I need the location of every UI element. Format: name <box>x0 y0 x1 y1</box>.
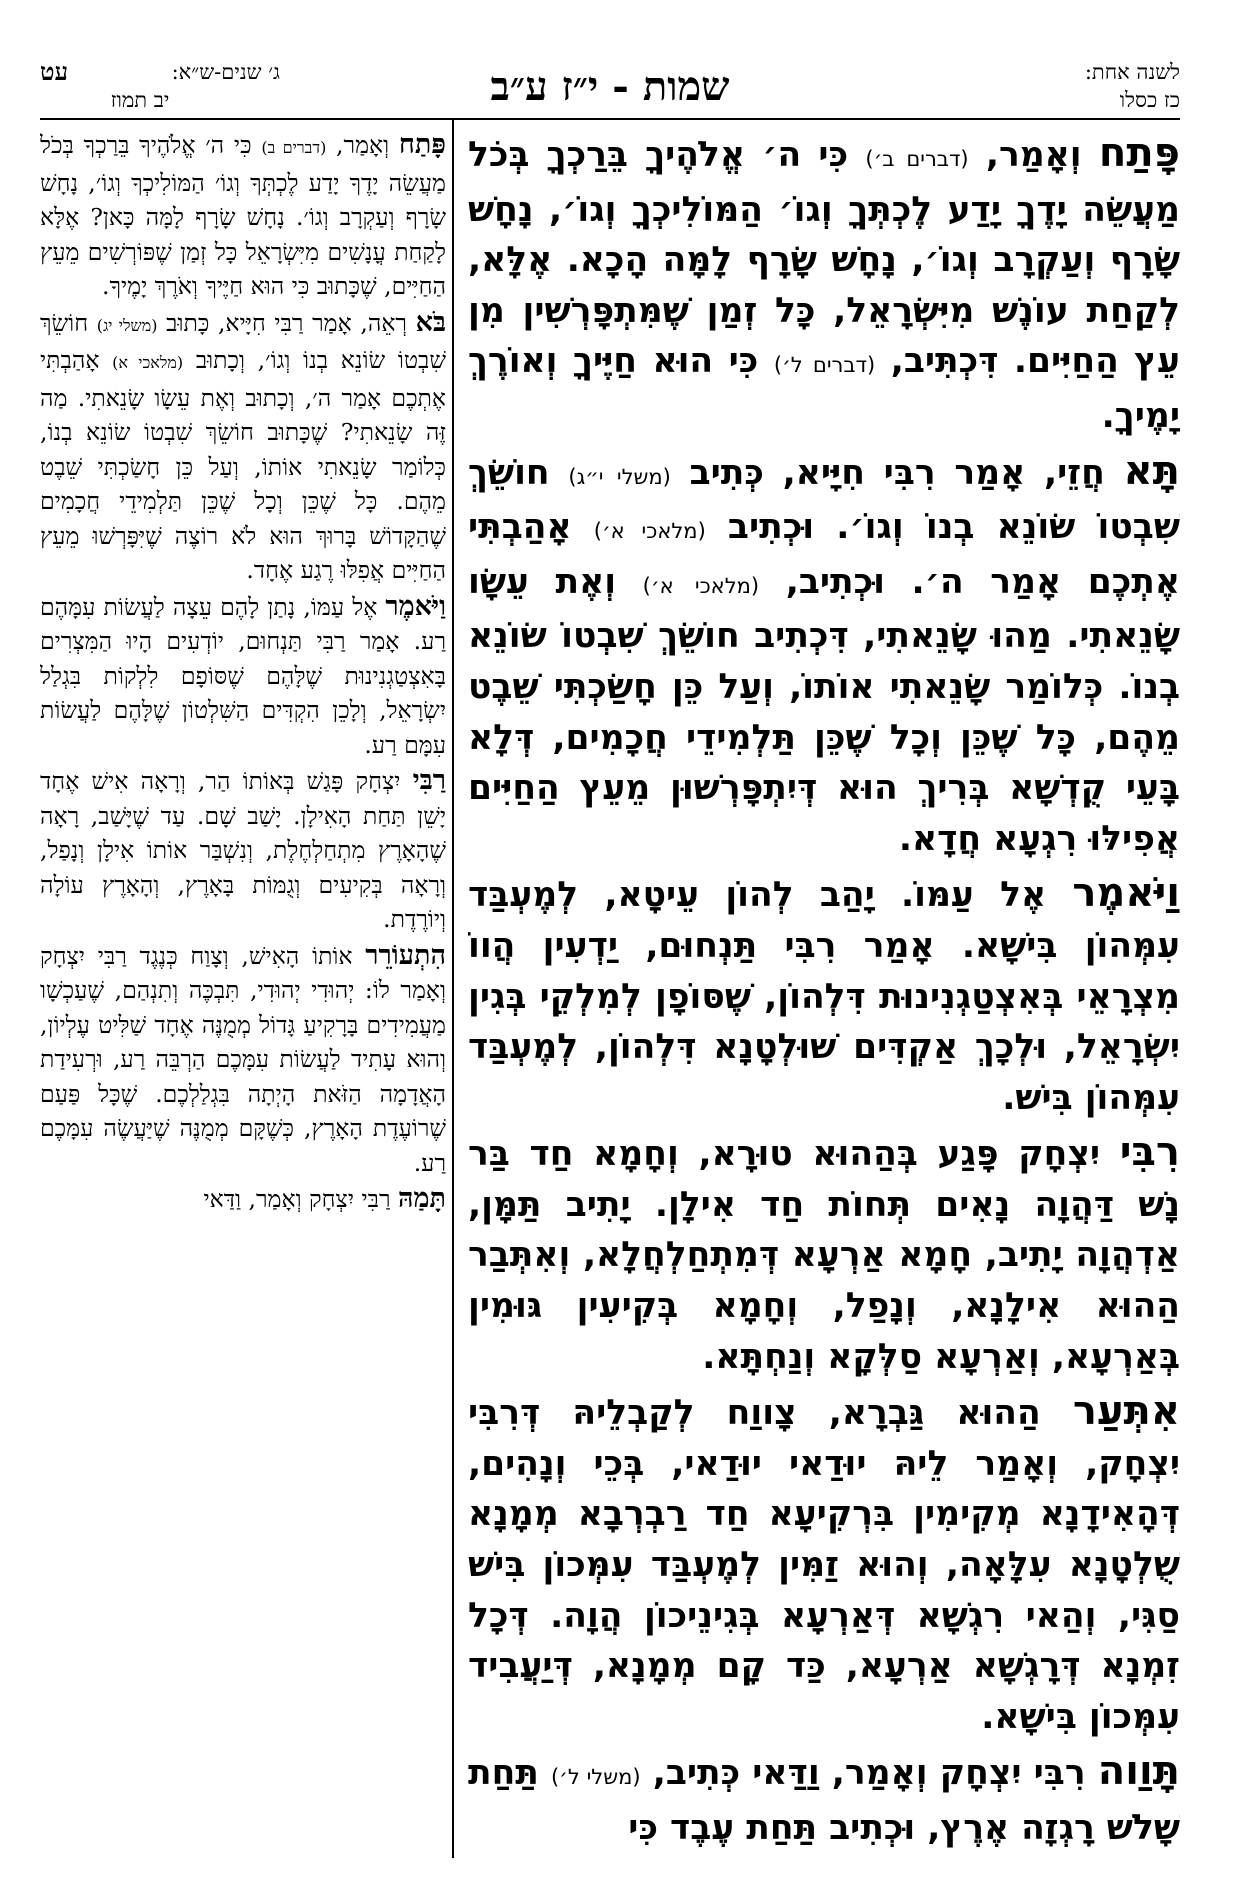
main-paragraph-text: רִבִּי יִצְחָק וְאָמַר, וַדַּאי כְּתִיב, <box>640 1753 1098 1794</box>
main-paragraph-text: הַהוּא גַּבְרָא, צָווַח לְקַבְלֵיהּ דְּרִבִּי יִצְחָק, וְאָמַר לֵיהּ יוּדַאי יוּדַאי, בְּכֵי וְנָהִים, דְּהָאִידָנָא מְקִימִין בִּרְקִיעָא חַד רַבְרְבָא מְמָנָא שֻׁלְטָנָא עִלָּאָה, וְהוּא זַמִּין לְמֶעְבַּד עִמְּכוֹן בִּישׁ סַגִּי, וְהַאי רִגְשָׁא דְּאַרְעָא בְּגִינֵיכוֹן הֲוָה. דְּכָל זִמְנָא דְּרָגְשָׁא אַרְעָא, כַּד קָם מְמָנָא, דְּיַעֲבִיד עִמְּכוֹן בִּישָׁא. <box>468 1393 1180 1737</box>
main-verse-reference: (דברים ב׳) <box>865 147 969 171</box>
main-paragraph <box>468 1386 1180 1742</box>
main-paragraph <box>468 868 1180 1123</box>
main-paragraph-lead-word: וַיֹּאמֶר <box>1072 870 1180 917</box>
main-paragraph-text: תַּחַת שָׁלֹשׁ רָגְזָה אֶרֶץ, וּכְתִיב תַּחַת עֶבֶד כִּי <box>468 1753 1180 1848</box>
main-paragraph-text: יִצְחָק פָּגַע בְּהַהוּא טוּרָא, וְחָמָא חַד בַּר נָשׁ דַּהֲוָה נָאִים תְּחוֹת חַד אִילָן. יָתִיב תַּמָּן, אַדְהֲוָה יָתִיב, חָמָא אַרְעָא דְּמִתְחַלְחֲלָא, וְאִתְּבַר הַהוּא אִילָנָא, וְנָפַל, וְחָמָא בְּקִיעִין גּוּמִין בְּאַרְעָא, וְאַרְעָא סַלְּקָא וְנַחְתָּא. <box>468 1134 1180 1377</box>
side-paragraph-text: חוֹשֵׂךְ שִׁבְטוֹ שׂוֹנֵא בְנוֹ וְגוֹ׳, וְכָתוּב <box>40 308 446 374</box>
side-paragraph-text: יִצְחָק פָּגַשׁ בְּאוֹתוֹ הַר, וְרָאָה אִישׁ אֶחָד יָשֵׁן תַּחַת הָאִילָן. יָשַׁב שָׁם. עַד שֶׁיָּשַׁב, רָאָה שֶׁהָאָרֶץ מִתְחַלְחֶלֶת, וְנִשְׁבַּר אוֹתוֹ אִילָן וְנָפַל, וְרָאָה בְּקִיעִים וְגֻמּוֹת בָּאָרֶץ, וְהָאָרֶץ עוֹלָה וְיוֹרֶדֶת. <box>40 767 446 933</box>
side-paragraph-text: כִּי ה׳ אֱלֹהֶיךָ בֵּרַכְךָ בְּכֹל מַעֲשֵׂה יָדֶךָ יָדַע לֶכְתְּךָ וְגוֹ׳ הַמּוֹלִיכְךָ וְגוֹ׳, נָחָשׁ שָׂרָף וְעַקְרָב וְגוֹ׳. נָחָשׁ שָׂרָף לָמָּה כָּאן? אֶלָּא לָקַחַת עֳנָשִׁים מִיִּשְׂרָאֵל כָּל זְמַן שֶׁפּוֹרְשִׁים מֵעֵץ הַחַיִּים, שֶׁכָּתוּב כִּי הוּא חַיֶּיךָ וְאֹרֶךְ יָמֶיךָ. <box>40 131 446 300</box>
main-paragraph-lead-word: אִתְּעַר <box>1072 1388 1180 1435</box>
main-paragraph <box>468 128 1180 442</box>
side-paragraph-text: אָהַבְתִּי אֶתְכֶם אָמַר ה׳, וְכָתוּב וְאֶת עֵשָׂו שָׂנֵאתִי. מַה זֶּה שָׂנֵאתִי? שֶׁכָּתוּב חוֹשֵׂךְ שִׁבְטוֹ שׂוֹנֵא בְנוֹ, כְּלוֹמַר שָׂנֵאתִי אוֹתוֹ, וְעַל כֵּן חָשַׂכְתִּי שֵׁבֶט מֵהֶם. כָּל שֶׁכֵּן וְכָל שֶׁכֵּן תַּלְמִידֵי חֲכָמִים שֶׁהַקָּדוֹשׁ בָּרוּךְ הוּא לֹא רוֹצֶה שֶׁיִּפָּרְשׁוּ מֵעֵץ הַחַיִּים אֲפִלּוּ רֶגַע אֶחָד. <box>40 346 446 584</box>
main-paragraph-lead-word: תָּא <box>1123 447 1180 494</box>
page-header <box>40 58 1180 120</box>
side-paragraph-text: רְאֵה, אָמַר רַבִּי חִיָּיא, כָּתוּב <box>157 308 416 337</box>
main-paragraph <box>468 1127 1180 1382</box>
main-verse-reference: (משלי ל׳) <box>550 1765 641 1790</box>
main-paragraph-text: וְאָמַר, <box>968 135 1099 175</box>
side-paragraph-lead-word: פָּתַח <box>398 129 446 160</box>
main-paragraph-text: כִּי הוּא חַיֶּיךָ וְאוֹרֶךְ יָמֶיךָ. <box>468 341 1180 436</box>
side-paragraph-text: אֶל עַמּוֹ, נָתַן לָהֶם עֵצָה לַעֲשׂוֹת עִמָּהֶם רַע. אָמַר רַבִּי תַּנְחוּם, יוֹדְעִים הָיוּ הַמִּצְרִים בָּאִצְטַגְנִינוּת שֶׁלָּהֶם שֶׁסּוֹפָם לִלְקוֹת בִּגְלַל יִשְׂרָאֵל, וְלָכֵן הִקְדִּים הַשִּׁלְטוֹן שֶׁלָּהֶם לַעֲשׂוֹת עִמָּם רַע. <box>40 592 446 759</box>
side-paragraph-text: אוֹתוֹ הָאִישׁ, וְצָוַח כְּנֶגֶד רַבִּי יִצְחָק וְאָמַר לוֹ: יְהוּדִי יְהוּדִי, תִּבְכֶּה וְתִנְהַם, שֶׁעַכְשָׁו מַעֲמִידִים בָּרָקִיעַ גָּדוֹל מְמֻנֶּה אֶחָד שַׁלִּיט עֶלְיוֹן, וְהוּא עָתִיד לַעֲשׂוֹת עִמָּכֶם הַרְבֵּה רַע, וּרְעִידַת הָאֲדָמָה הַזֹּאת הָיְתָה בִּגְלַלְכֶם. שֶׁכָּל פַּעַם שֶׁרוֹעֶדֶת הָאָרֶץ, כְּשֶׁקָּם מְמֻנֶּה שֶׁיַּעֲשֶׂה עִמָּכֶם רַע. <box>40 941 446 1177</box>
header-one-year-date: כז כסלו <box>1119 88 1180 112</box>
side-verse-reference: (משלי יג) <box>96 315 158 335</box>
main-paragraph <box>468 446 1180 865</box>
side-paragraph <box>40 1182 446 1217</box>
side-verse-reference: (מלאכי א) <box>112 353 184 372</box>
main-paragraph <box>468 1746 1180 1853</box>
side-paragraph <box>40 128 446 304</box>
side-paragraph-lead-word: הִתְעוֹרֵר <box>365 939 446 971</box>
header-three-year-date: יב תמוז <box>110 88 170 112</box>
column-divider <box>452 118 454 1858</box>
main-paragraph-text: וְאֶת עֵשָׂו שָׂנֵאתִי. מַהוּ שָׂנֵאתִי, דִּכְתִיב חוֹשֵׂךְ שִׁבְטוֹ שׂוֹנֵא בְנוֹ. כְּלוֹמַר שָׂנֵאתִי אוֹתוֹ, וְעַל כֵּן חָשַׂכְתִּי שֵׁבֶט מֵהֶם, כָּל שֶׁכֵּן וְכָל שֶׁכֵּן תַּלְמִידֵי חֲכָמִים, דְּלָא בָּעֵי קֻדְשָׁא בְּרִיךְ הוּא דְּיִתְפָּרְשׁוּן מֵעֵץ הַחַיִּים אֲפִילּוּ רִגְעָא חֲדָא. <box>468 561 1180 859</box>
side-paragraph-text: וְאָמַר, <box>326 131 399 159</box>
header-one-year-label: לשנה אחת: <box>1084 60 1180 84</box>
main-verse-reference: (דברים ל׳) <box>773 353 876 378</box>
main-paragraph-text: אָהַבְתִּי אֶתְכֶם אָמַר ה׳. וּכְתִיב, <box>468 507 1180 602</box>
main-paragraph-text: כִּי ה׳ אֱלֹהֶיךָ בֵּרַכְךָ בְּכֹל מַעֲשֵׂה יָדֶךָ יָדַע לֶכְתְּךָ וְגוֹ׳ הַמּוֹלִיכְךָ וְגוֹ׳, נָחָשׁ שָׂרָף וְעַקְרָב וְגוֹ׳, נָחָשׁ שָׂרָף לָמָּה הָכָא. אֶלָּא, לְקַחַת עוֹנֶשׁ מִיִּשְׂרָאֵל, כָּל זְמַן שֶׁמִּתְפָּרְשִׁין מִן עֵץ הַחַיִּים. דִּכְתִּיב, <box>468 135 1180 382</box>
side-paragraph-lead-word: וַיֹּאמֶר <box>385 590 446 622</box>
side-paragraph <box>40 306 446 588</box>
header-left-block <box>40 58 280 114</box>
side-paragraph-lead-word: בֹּא <box>415 306 446 338</box>
main-paragraph-lead-word: רִבִּי <box>1119 1129 1180 1176</box>
main-verse-reference: (מלאכי א׳) <box>642 573 760 598</box>
main-paragraph-text: חֲזֵי, אָמַר רִבִּי חִיָּיא, כְּתִיב <box>670 452 1124 493</box>
main-paragraph-text: חוֹשֵׂךְ שִׁבְטוֹ שׂוֹנֵא בְנוֹ וְגוֹ׳. וּכְתִיב <box>468 452 1180 548</box>
side-paragraph <box>40 590 446 763</box>
side-paragraph-text: רַבִּי יִצְחָק וְאָמַר, וַדַּאי <box>203 1185 398 1213</box>
translation-column <box>40 128 446 1858</box>
side-paragraph-lead-word: רַבִּי <box>412 765 446 796</box>
side-paragraph <box>40 764 446 937</box>
side-verse-reference: (דברים ב) <box>261 138 327 157</box>
main-verse-reference: (מלאכי א׳) <box>593 519 706 544</box>
page-number: עט <box>40 57 69 86</box>
main-text-column <box>468 128 1180 1858</box>
side-paragraph <box>40 939 446 1181</box>
main-paragraph-lead-word: פָּתַח <box>1098 130 1180 176</box>
page-title: שמות - י״ז ע״ב <box>490 63 730 110</box>
main-paragraph-text: אֶל עַמּוֹ. יָהַב לְהוֹן עֵיטָא, לְמֶעְבַּד עִמְּהוֹן בִּישָׁא. אָמַר רִבִּי תַּנְחוּם, יַדְעִין הֲווֹ מִצְרָאֵי בְּאִצְטַגְנִינוּת דִּלְהוֹן, שֶׁסּוֹפָן לְמִלְקֵי בְּגִין יִשְׂרָאֵל, וּלְכָךְ אַקְדִּים שׁוּלְטָנָא דִּלְהוֹן, לְמֶעְבַּד עִמְּהוֹן בִּישׁ. <box>468 875 1180 1118</box>
side-paragraph-lead-word: תָּמַהּ <box>397 1183 446 1214</box>
header-three-year-label: ג׳ שנים-ש״א: <box>171 60 280 84</box>
main-paragraph-lead-word: תָּוַוה <box>1097 1748 1180 1795</box>
main-verse-reference: (משלי י״ג) <box>568 464 671 489</box>
